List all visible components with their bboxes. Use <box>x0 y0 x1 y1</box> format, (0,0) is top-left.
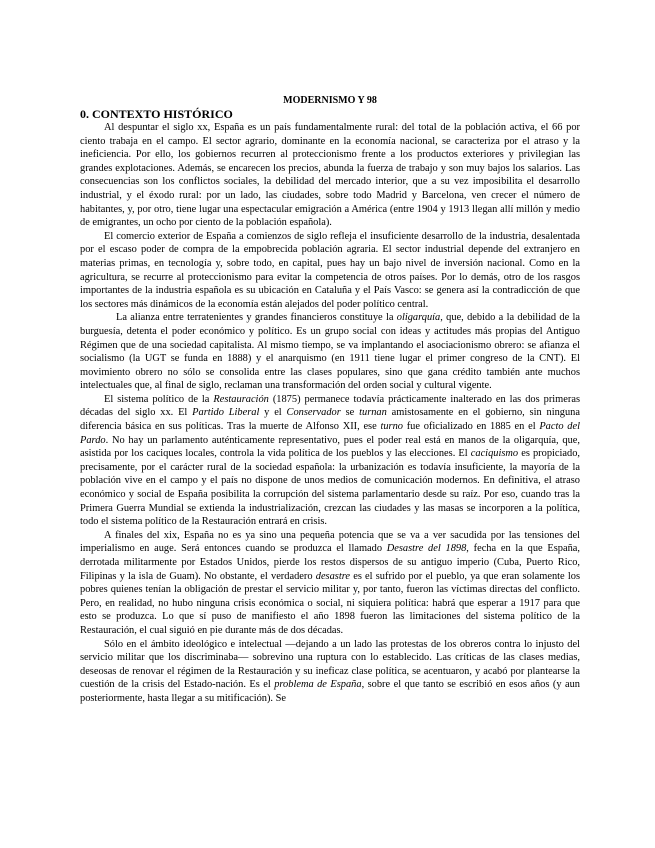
text-run: Sólo en el ámbito ideológico e intelectual —dejando a un lado las protestas de los obreros contra lo injusto del servicio militar que los discriminaba— sobrevino una ruptura con lo establecido. Las críticas de las clases medias, deseosas de renovar el régimen de la Restauración y su ineficaz clase política, se acentuaron, y acabó por plantearse la cuestión de la crisis del Estado-nación. Es el <box>80 638 580 691</box>
text-run: se <box>340 407 360 419</box>
text-run: . No hay un parlamento auténticamente representativo, pues el poder real está en manos de la oligarquía, que, asistida por los caciques locales, controla la vida política de los pueblos y las elecciones. El <box>80 434 580 460</box>
italic-term: oligarquía <box>396 312 441 324</box>
text-run: La alianza entre terratenientes y grandes financieros constituye la <box>116 312 397 324</box>
italic-term: Desastre del 1898 <box>386 543 467 555</box>
italic-term: turno <box>380 421 403 433</box>
paragraph-foreign-trade <box>80 230 580 312</box>
text-run: (1875) permanece todavía prácticamente inalterado en las dos primeras décadas del siglo xx. El <box>80 393 580 419</box>
text-run: y el <box>259 407 287 419</box>
paragraph-oligarchy <box>80 311 580 393</box>
paragraph-intellectual-rupture <box>80 638 580 706</box>
text-run: El comercio exterior de España a comienzos de siglo refleja el insuficiente desarrollo de la industria, desalentada por el escaso poder de compra de la empobrecida población agraria. El sector industrial depende del extranjero en materias primas, en tecnología y, sobre todo, en capital, pues hay un bajo nivel de inversión nacional. Como en la agricultura, se recurre al proteccionismo para evitar la competencia de otros países. Por lo demás, otro de los rasgos importantes de la industria española es su ubicación en Cataluña y el País Vasco: se genera así la contradicción de que los sectores más dinámicos de la economía están alejados del poder político central. <box>80 230 580 310</box>
text-run: es el sufrido por el pueblo, ya que eran solamente los pobres quienes tenían la obligación de prestar el servicio militar y, por tanto, fueron las víctimas directas del conflicto. Pero, en realidad, no hubo ninguna crisis económica o social, ni siquiera política: habrá que esperar a 1917 para que esto se produzca. Lo que sí puso de manifiesto el año 1898 fueron las limitaciones del sistema político de la Restauración, el cual siguió en pie durante más de dos décadas. <box>80 570 580 636</box>
text-run: , sobre el que tanto se escribió en esos años (y aun posteriormente, hasta llegar a su mitificación). Se <box>80 679 580 704</box>
document-page <box>80 95 580 706</box>
italic-term: caciquismo <box>470 448 519 460</box>
italic-term: problema de España <box>274 679 362 691</box>
text-run: , fecha en la que España, derrotada militarmente por Estados Unidos, pierde los restos dispersos de su antiguo imperio (Cuba, Puerto Rico, Filipinas y la isla de Guam). No obstante, el verdadero <box>80 543 580 582</box>
text-run: Al despuntar el siglo xx, España es un país fundamentalmente rural: del total de la población activa, el 66 por ciento trabaja en el campo. El sector agrario, dominante en la economía nacional, se caracteriza por el atraso y la ineficiencia. Por ello, los gobiernos recurren al proteccionismo frente a los productos exteriores y privilegian las grandes explotaciones. Además, se encarecen los precios, abunda la fuerza de trabajo y son muy bajos los salarios. Las consecuencias son los conflictos sociales, la debilidad del mercado interior, que a su vez imposibilita el desarrollo industrial, y el éxodo rural: por un lado, las ciudades, sobre todo Madrid y Barcelona, ven crecer el número de habitantes, y, por otro, tiene lugar una espectacular emigración a América (entre 1904 y 1913 llegan allí millón y medio de emigrantes, un ocho por ciento de la población española). <box>80 122 580 229</box>
italic-term: Partido Liberal <box>192 407 260 419</box>
paragraph-rural-economy <box>80 121 580 230</box>
italic-term: Restauración <box>213 393 269 405</box>
text-run: A finales del xix, España no es ya sino una pequeña potencia que se va a ver sacudida por las tensiones del imperialismo en auge. Será entonces cuando se produzca el llamado <box>80 529 580 555</box>
italic-term: desastre <box>315 570 350 582</box>
text-run: fue oficializado en 1885 en el <box>402 421 540 433</box>
text-run: , que, debido a la debilidad de la burguesía, detenta el poder económico y político. Es un grupo social con ideas y actitudes más propias del Antiguo Régimen que de una sociedad capitalista. Al mismo tiempo, se va implantando el asociacionismo obrero: se afianza el socialismo (la UGT se funda en 1888) y el anarquismo (en 1911 tiene lugar el primer congreso de la CNT). El movimiento obrero no sólo se consolida entre las clases populares, sino que gana crédito también ante muchos intelectuales que, al final de siglo, reclaman una transformación del orden social y cultural vigente. <box>80 312 580 392</box>
italic-term: Pacto del Pardo <box>80 421 580 446</box>
italic-term: turnan <box>359 407 387 419</box>
paragraph-disaster-1898 <box>80 529 580 638</box>
text-run: es propiciado, precisamente, por el carácter rural de la sociedad española: la urbanización es todavía insuficiente, la mayoría de la población vive en el campo y el país no dispone de unos medios de comunicación modernos. En definitiva, el atraso económico y social de España posibilita la corrupción del sistema parlamentario desde su raíz. Por eso, cuando tras la Primera Guerra Mundial se extienda la industrialización, crezcan las ciudades y las masas se incorporen a la política, todo el sistema político de la Restauración entrará en crisis. <box>80 448 580 528</box>
paragraph-restoration-system <box>80 393 580 529</box>
document-title: MODERNISMO Y 98 <box>283 95 377 106</box>
italic-term: Conservador <box>286 407 341 419</box>
text-run: amistosamente en el gobierno, sin ninguna diferencia básica en sus políticas. Tras la muerte de Alfonso XII, ese <box>80 407 580 433</box>
section-heading: 0. CONTEXTO HISTÓRICO <box>80 107 233 121</box>
text-run: El sistema político de la <box>104 393 214 405</box>
